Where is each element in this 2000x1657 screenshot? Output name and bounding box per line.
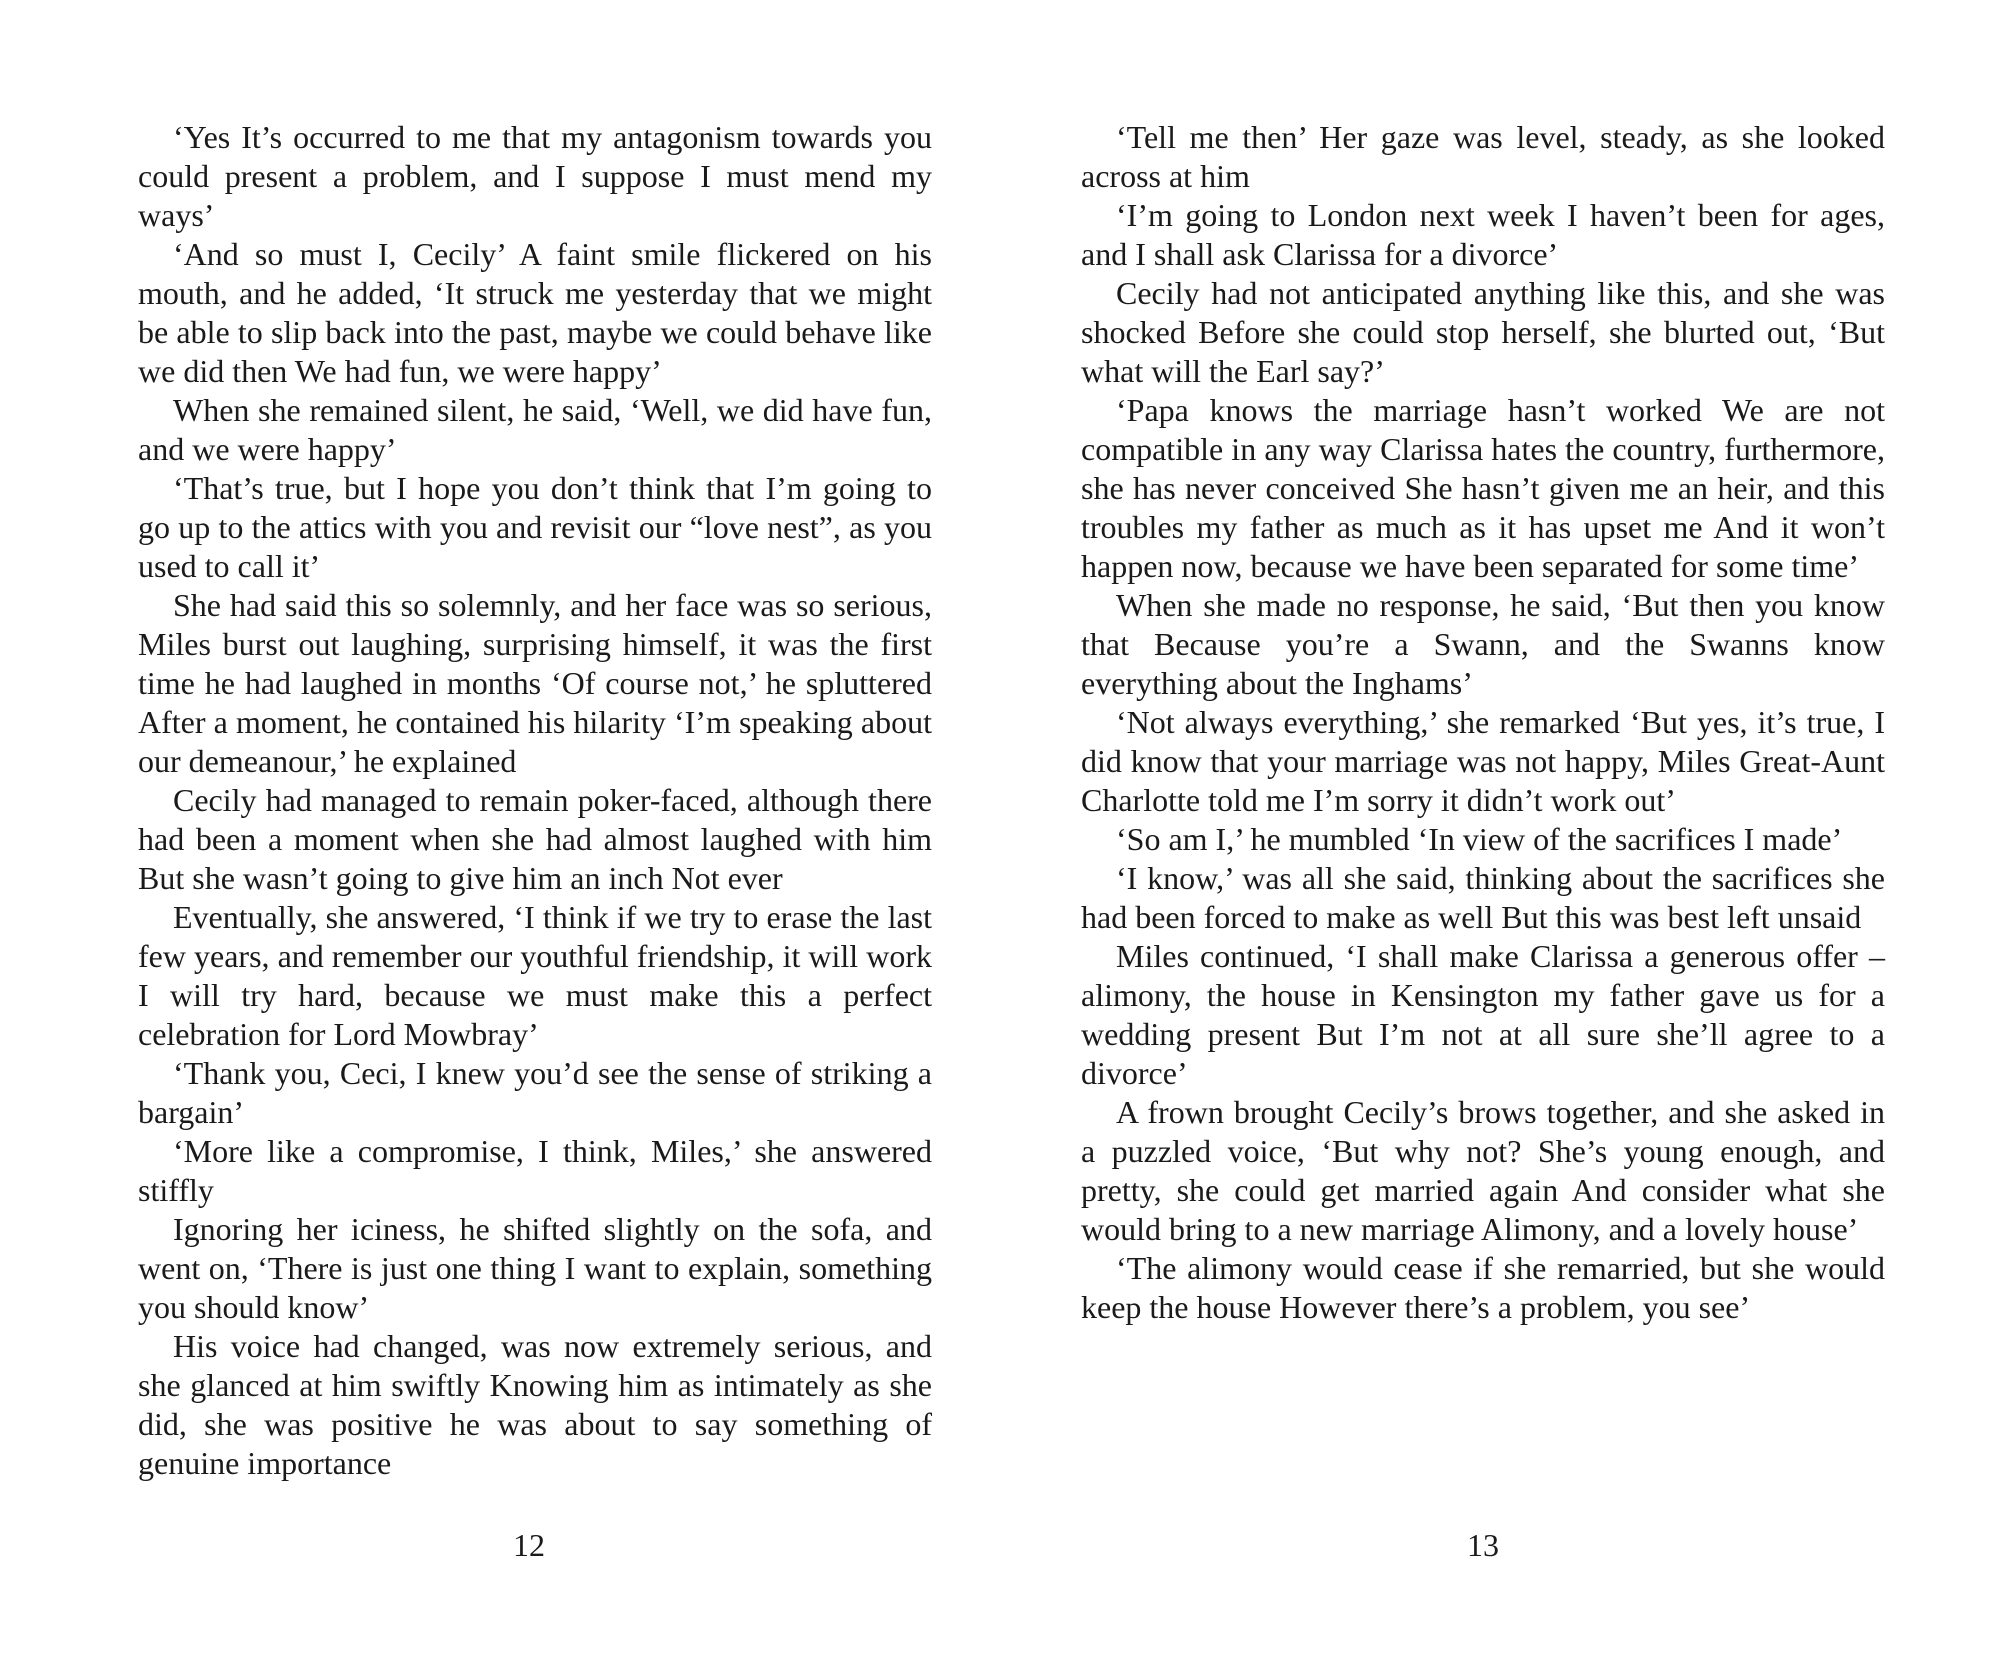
paragraph: ‘Thank you, Ceci, I knew you’d see the sense of striking a bargain’	[138, 1055, 932, 1130]
paragraph: Ignoring her iciness, he shifted slightly on the sofa, and went on, ‘There is just one thing I want to explain, something you should know’	[138, 1211, 932, 1325]
paragraph: ‘And so must I, Cecily’ A faint smile flickered on his mouth, and he added, ‘It struck me yesterday that we might be able to slip back into the past, maybe we could behave like we did then We had fun, we were happy’	[138, 236, 932, 389]
left-page-text	[138, 118, 932, 1483]
paragraph: His voice had changed, was now extremely serious, and she glanced at him swiftly Knowing him as intimately as she did, she was positive he was about to say something of genuine importance	[138, 1328, 932, 1481]
paragraph: ‘Not always everything,’ she remarked ‘But yes, it’s true, I did know that your marriage was not happy, Miles Great-Aunt Charlotte told me I’m sorry it didn’t work out’	[1081, 704, 1885, 818]
paragraph: ‘The alimony would cease if she remarried, but she would keep the house However there’s a problem, you see’	[1081, 1250, 1885, 1325]
paragraph: Miles continued, ‘I shall make Clarissa a generous offer – alimony, the house in Kensington my father gave us for a wedding present But I’m not at all sure she’ll agree to a divorce’	[1081, 938, 1885, 1091]
paragraph: When she remained silent, he said, ‘Well, we did have fun, and we were happy’	[138, 392, 932, 467]
paragraph: Cecily had managed to remain poker-faced, although there had been a moment when she had almost laughed with him But she wasn’t going to give him an inch Not ever	[138, 782, 932, 896]
paragraph: When she made no response, he said, ‘But then you know that Because you’re a Swann, and the Swanns know everything about the Inghams’	[1081, 587, 1885, 701]
right-page-text	[1081, 118, 1885, 1327]
paragraph: Cecily had not anticipated anything like this, and she was shocked Before she could stop herself, she blurted out, ‘But what will the Earl say?’	[1081, 275, 1885, 389]
paragraph: She had said this so solemnly, and her face was so serious, Miles burst out laughing, surprising himself, it was the first time he had laughed in months ‘Of course not,’ he spluttered After a moment, he contained his hilarity ‘I’m speaking about our demeanour,’ he explained	[138, 587, 932, 779]
paragraph: ‘More like a compromise, I think, Miles,’ she answered stiffly	[138, 1133, 932, 1208]
paragraph: ‘Tell me then’ Her gaze was level, steady, as she looked across at him	[1081, 119, 1885, 194]
paragraph: ‘Papa knows the marriage hasn’t worked We are not compatible in any way Clarissa hates the country, furthermore, she has never conceived She hasn’t given me an heir, and this troubles my father as much as it has upset me And it won’t happen now, because we have been separated for some time’	[1081, 392, 1885, 584]
paragraph: A frown brought Cecily’s brows together, and she asked in a puzzled voice, ‘But why not? She’s young enough, and pretty, she could get married again And consider what she would bring to a new marriage Alimony, and a lovely house’	[1081, 1094, 1885, 1247]
paragraph: ‘So am I,’ he mumbled ‘In view of the sacrifices I made’	[1116, 821, 1843, 857]
paragraph: ‘I know,’ was all she said, thinking about the sacrifices she had been forced to make as well But this was best left unsaid	[1081, 860, 1885, 935]
page-number-left: 12	[513, 1527, 545, 1563]
paragraph: Eventually, she answered, ‘I think if we try to erase the last few years, and remember our youthful friendship, it will work I will try hard, because we must make this a perfect celebration for Lord Mowbray’	[138, 899, 932, 1052]
paragraph: ‘I’m going to London next week I haven’t been for ages, and I shall ask Clarissa for a divorce’	[1081, 197, 1885, 272]
paragraph: ‘That’s true, but I hope you don’t think that I’m going to go up to the attics with you and revisit our “love nest”, as you used to call it’	[138, 470, 932, 584]
paragraph: ‘Yes It’s occurred to me that my antagonism towards you could present a problem, and I suppose I must mend my ways’	[138, 119, 932, 233]
page-number-right: 13	[1467, 1527, 1499, 1563]
